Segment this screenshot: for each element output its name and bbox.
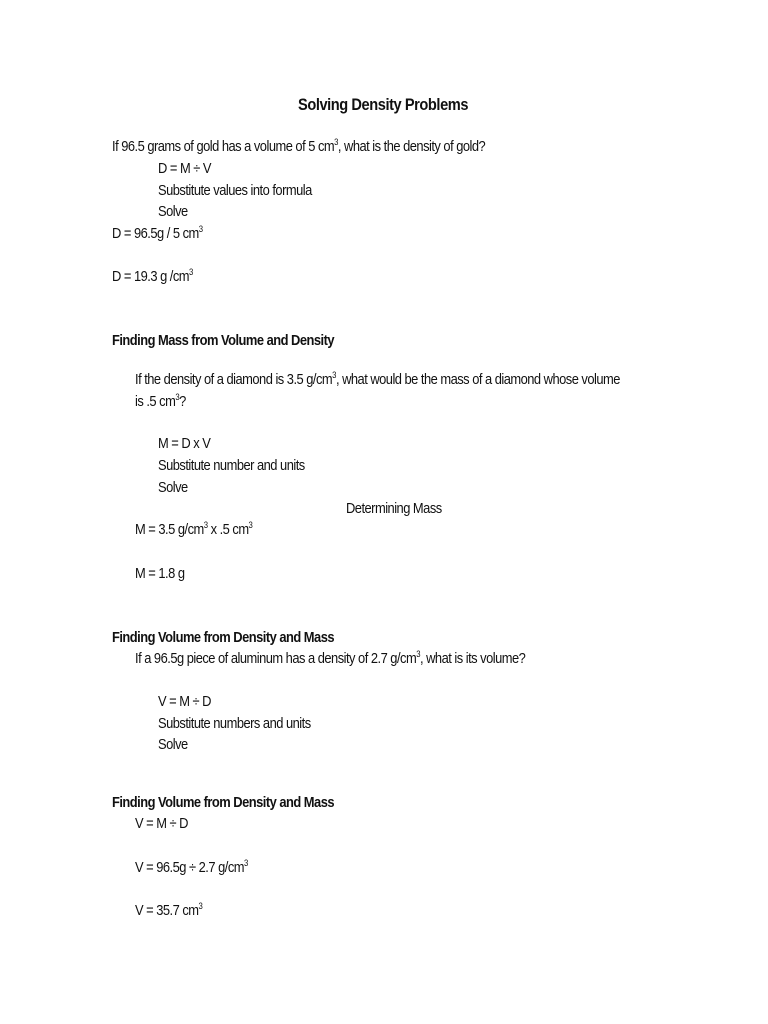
mass-work: [135, 521, 252, 539]
mass-answer: M = 1.8 g: [135, 565, 185, 582]
mass-question-text-b: , what would be the mass of a diamond whose volume: [335, 371, 620, 388]
superscript-3: 3: [243, 858, 248, 868]
gold-question-text-a: If 96.5 grams of gold has a volume of 5 cm: [112, 138, 335, 155]
mass-question-text-d: ?: [179, 393, 186, 410]
gold-answer-text: D = 19.3 g /cm: [112, 268, 190, 285]
page-title: Solving Density Problems: [298, 95, 469, 114]
volume-formula: V = M ÷ D: [158, 693, 211, 710]
gold-work-text: D = 96.5g / 5 cm: [112, 225, 199, 242]
volume-solution-formula: V = M ÷ D: [135, 815, 188, 832]
superscript-3: 3: [332, 370, 336, 380]
volume-step-solve: Solve: [158, 736, 188, 753]
volume-question-text-b: , what is its volume?: [419, 650, 526, 667]
superscript-3: 3: [198, 224, 203, 234]
volume-solution-work: [135, 859, 248, 877]
mass-question-line2: [135, 393, 186, 411]
volume-question-text-a: If a 96.5g piece of aluminum has a density of 2.7 g/cm: [135, 650, 417, 667]
mass-section-heading: Finding Mass from Volume and Density: [112, 332, 335, 349]
volume-solution-answer-text: V = 35.7 cm: [135, 902, 199, 919]
gold-question: [112, 138, 485, 156]
mass-step-substitute: Substitute number and units: [158, 457, 305, 474]
gold-step-solve: Solve: [158, 203, 188, 220]
superscript-3: 3: [189, 267, 193, 277]
mass-formula: M = D x V: [158, 435, 211, 452]
volume-section-heading: Finding Volume from Density and Mass: [112, 629, 335, 646]
superscript-3: 3: [198, 901, 203, 911]
mass-caption: Determining Mass: [346, 500, 442, 517]
gold-formula: D = M ÷ V: [158, 160, 211, 177]
gold-question-text-b: , what is the density of gold?: [337, 138, 486, 155]
gold-step-substitute: Substitute values into formula: [158, 182, 312, 199]
mass-question-text-a: If the density of a diamond is 3.5 g/cm: [135, 371, 333, 388]
mass-step-solve: Solve: [158, 479, 188, 496]
superscript-3: 3: [334, 137, 338, 147]
mass-work-text-b: x .5 cm: [207, 521, 249, 538]
mass-work-text-a: M = 3.5 g/cm: [135, 521, 204, 538]
volume-solution-work-text: V = 96.5g ÷ 2.7 g/cm: [135, 859, 244, 876]
mass-question-line1: [135, 371, 620, 389]
volume-step-substitute: Substitute numbers and units: [158, 715, 311, 732]
volume-solution-answer: [135, 902, 202, 920]
gold-work: [112, 225, 203, 243]
volume-solution-heading: Finding Volume from Density and Mass: [112, 794, 335, 811]
gold-answer: [112, 268, 193, 286]
superscript-3: 3: [248, 520, 253, 530]
superscript-3: 3: [175, 392, 180, 402]
superscript-3: 3: [203, 520, 208, 530]
volume-question: [135, 650, 525, 668]
mass-question-text-c: is .5 cm: [135, 393, 176, 410]
superscript-3: 3: [416, 649, 420, 659]
